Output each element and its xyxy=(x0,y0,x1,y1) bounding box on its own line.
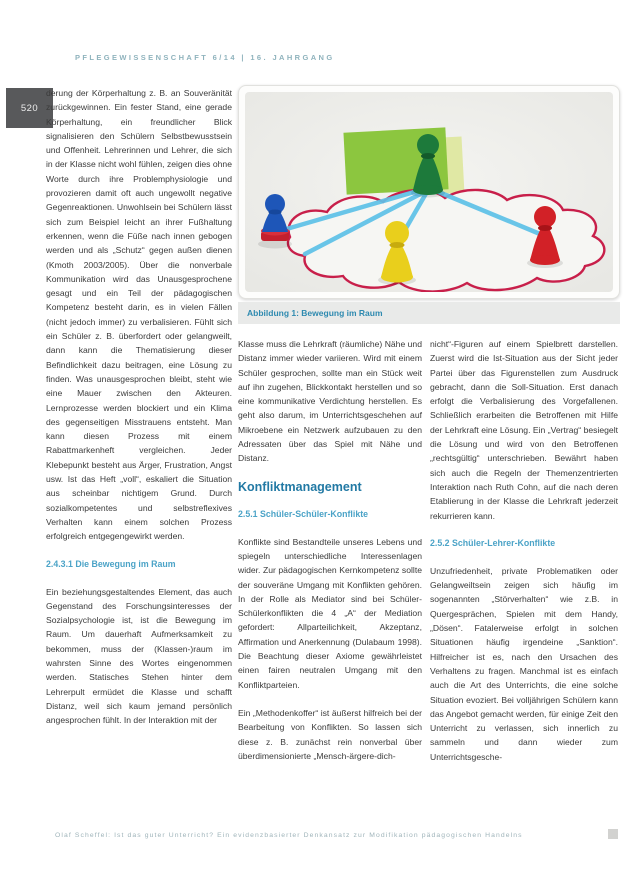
paragraph-koerperhaltung: derung der Körperhaltung z. B. an Souveränität zurückgewinnen. Ein fester Stand, eine gerade Körperhaltung, ein freundlicher Blick signalisieren den Schülern Selbstbewusstsein und Offenheit. Lehrerinnen und Lehrer, die sich in der Klasse nicht wohl fühlen, zeigen dies ohne Worte durch ihre Problemphysiologie und provozieren damit oft auch ungewollt negative Gegenreaktionen. Unwohlsein bei Schülern lässt sich zum Beispiel leicht an ihrer Fußhaltung erkennen, wenn die Füße nach innen gebogen werden und als „Schutz“ gegen außen dienen (Kmoth 2003/2005). Über die nonverbale Kommunikation wird das Unausgesprochene gesagt und ein Teil der pädagogischen Kompetenz besteht darin, es in vielen Fällen (nicht jedoch immer) zu verbalisieren. Fühlt sich ein Schüler z. B. überfordert oder gelangweilt, dann kann die Thematisierung dieser Befindlichkeit dazu beitragen, eine Lösung zu finden. Was unausgesprochen bleibt, steht wie eine Mauer zwischen den Akteuren. Lernprozesse werden blockiert und ein Klima des gegenseitigen Misstrauens entsteht. Man kann diesen Prozess mit einem Rabattmarkenheft vergleichen. Jeder Klebepunkt besteht aus Ärger, Frustration, Angst usw. Ist das Heft „voll“, eskaliert die Situation aus scheinbar nichtigem Grund. Durch sozialkompetentes und selbstreflexives Verhalten kann einem solchen Prozess erfolgreich entgegengewirkt werden. xyxy=(46,88,232,542)
paragraph-methodenkoffer: Ein „Methodenkoffer“ ist äußerst hilfreich bei der Bearbeitung von Konflikten. So lassen sich diese z. B. zunächst rein nonverbal über überdimensionierte „Mensch-ärgere-dich- xyxy=(238,707,422,761)
heading-schueler-schueler-konflikte: 2.5.1 Schüler-Schüler-Konflikte xyxy=(238,508,369,519)
heading-bewegung-im-raum: 2.4.3.1 Die Bewegung im Raum xyxy=(46,558,176,569)
paragraph-naehe-distanz: Klasse muss die Lehrkraft (räumliche) Nähe und Distanz immer wieder variieren. Wird mit einem Schüler gesprochen, sollte man ein Stück weit auf ihn zugehen, Blickkontakt herstellen und so eine kommunikative Verdichtung herstellen. Es geht also darum, im Unterrichtsgeschehen auf Mikroebene ein Netzwerk aufzubauen zu den Adressaten über das Spiel mit Nähe und Distanz. xyxy=(238,339,422,464)
paragraph-konflikte: Konflikte sind Bestandteile unseres Lebens und spiegeln unterschiedliche Interessenlagen wider. Zur pädagogischen Kernkompetenz sollte der souveräne Umgang mit Konflikten gehören. In der Rolle als Mediator sind bei Schüler-Schülerkonflikten die 4 „A“ der Mediation gefordert: Allparteilichkeit, Akzeptanz, Affirmation und Anerkennung (Dulabaum 1998). Die Beachtung dieser Axiome gewährleistet einen fairen neutralen Umgang mit den Konfliktparteien. xyxy=(238,536,422,690)
green-card xyxy=(343,127,464,195)
page-footer: Olaf Scheffel: Ist das guter Unterricht? Ein evidenzbasierter Denkansatz zur Modifikation pädagogischen Handelns xyxy=(55,832,523,839)
paragraph-bewegung: Ein beziehungsgestaltendes Element, das auch Gegenstand des Forschungsinteresses der Sozialpsychologie ist, ist die Bewegung im Raum. Um dauerhaft Aufmerksamkeit zu bekommen, muss der (Klassen-)raum im wahrsten Sinne des Wortes eingenommen werden. Statisches Stehen hinter dem Lehrerpult ermüdet die Klasse und schafft Distanz, weil sich kaum jemand persönlich angesprochen fühlt. In der Interaktion mit der xyxy=(46,586,232,726)
text-column-2 xyxy=(238,337,422,763)
figure-photo xyxy=(238,85,620,299)
figure-photo-illustration xyxy=(245,92,613,292)
paragraph-stoerverhalten: Unzufriedenheit, private Problematiken oder Gelangweiltsein zeigen sich häufig im sogenannten „Störverhalten“ wie z.B. in Quergesprächen, Spielen mit dem Handy, „Dösen“. Fatalerweise erfolgt in solchen Situationen häufig irgendeine „Sanktion“. Hilfreicher ist es, nach den Ursachen des Verhaltens zu fragen. Manchmal ist es einfach auch die Art des Unterrichts, die eine solche Situation evoziert. Bei volljährigen Schülern kann das Angebot gemacht werden, für einige Zeit den Unterricht zu verlassen, sich innerlich zu sammeln und dann wieder zum Unterrichtsgesche- xyxy=(430,565,618,762)
paragraph-spielbrett: nicht“-Figuren auf einem Spielbrett darstellen. Zuerst wird die Ist-Situation aus der Sicht jeder Partei über das Figurenstellen zum Ausdruck gebracht, dann die Soll-Situation. Erst danach erfolgt die Verbalisierung des Vorgefallenen. Schließlich erarbeiten die Betroffenen mit Hilfe der Lehrkraft eine Lösung. Ein „Vertrag“ besiegelt die Lösung und wird von den Betroffenen „rechtsgültig“ unterschrieben. Bewährt haben sich auch die Regeln der Themenzentrierten Interaktion nach Ruth Cohn, auf die nach deren Etablierung in der Klasse die Lehrkraft jederzeit rekurrieren kann. xyxy=(430,339,618,521)
page-number: 520 xyxy=(20,102,39,114)
footer-marker xyxy=(608,829,618,839)
text-column-1 xyxy=(46,86,232,727)
journal-header: PFLEGEWISSENSCHAFT 6/14 | 16. JAHRGANG xyxy=(75,53,335,62)
text-column-3 xyxy=(430,337,618,764)
figure-caption-bar xyxy=(238,302,620,324)
cloud-outline xyxy=(288,190,604,292)
figure-caption: Abbildung 1: Bewegung im Raum xyxy=(247,308,383,318)
figure-1 xyxy=(238,85,620,324)
heading-konfliktmanagement: Konfliktmanagement xyxy=(238,479,362,494)
heading-schueler-lehrer-konflikte: 2.5.2 Schüler-Lehrer-Konflikte xyxy=(430,537,556,548)
